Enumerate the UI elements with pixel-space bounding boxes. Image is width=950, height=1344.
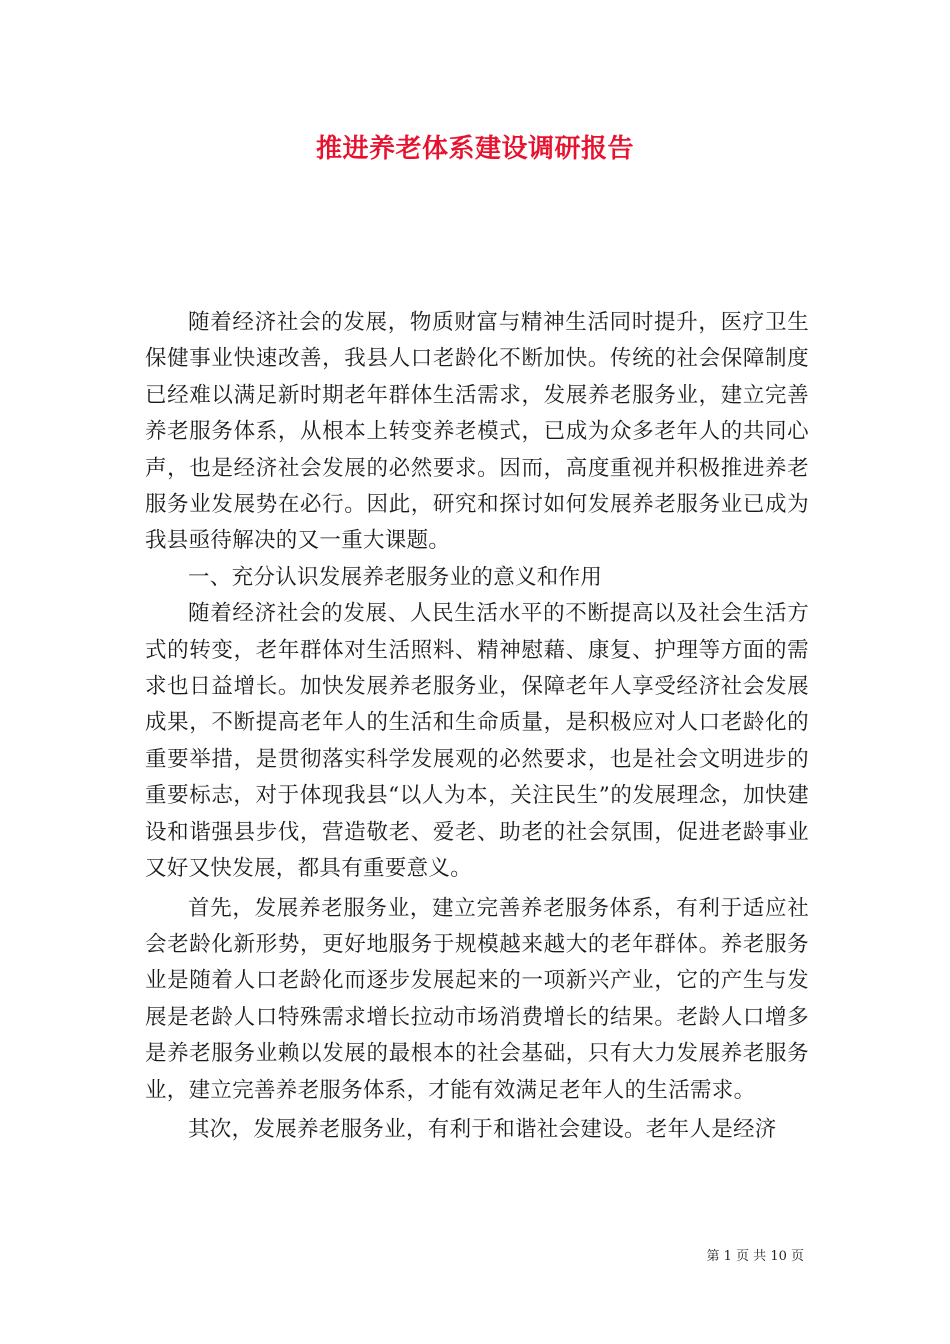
document-body (145, 305, 809, 1148)
paragraph-first-point: 首先，发展养老服务业，建立完善养老服务体系，有利于适应社会老龄化新形势，更好地服务于规模越来越大的老年群体。养老服务业是随着人口老龄化而逐步发展起来的一项新兴产业，它的产生与发展是老龄人口特殊需求增长拉动市场消费增长的结果。老龄人口增多是养老服务业赖以发展的最根本的社会基础，只有大力发展养老服务业，建立完善养老服务体系，才能有效满足老年人的生活需求。 (145, 895, 809, 1103)
paragraph-second-point: 其次，发展养老服务业，有利于和谐社会建设。老年人是经济 (188, 1116, 777, 1142)
paragraph-intro: 随着经济社会的发展，物质财富与精神生活同时提升，医疗卫生保健事业快速改善，我县人口老龄化不断加快。传统的社会保障制度已经难以满足新时期老年群体生活需求，发展养老服务业，建立完善养老服务体系，从根本上转变养老模式，已成为众多老年人的共同心声，也是经济社会发展的必然要求。因而，高度重视并积极推进养老服务业发展势在必行。因此，研究和探讨如何发展养老服务业已成为我县亟待解决的又一重大课题。 (145, 310, 809, 554)
section-heading-1: 一、充分认识发展养老服务业的意义和作用 (188, 564, 603, 590)
paragraph-significance: 随着经济社会的发展、人民生活水平的不断提高以及社会生活方式的转变，老年群体对生活照料、精神慰藉、康复、护理等方面的需求也日益增长。加快发展养老服务业，保障老年人享受经济社会发展成果，不断提高老年人的生活和生命质量，是积极应对人口老龄化的重要举措，是贯彻落实科学发展观的必然要求，也是社会文明进步的重要标志，对于体现我县“以人为本，关注民生”的发展理念，加快建设和谐强县步伐，营造敬老、爱老、助老的社会氛围，促进老龄事业又好又快发展，都具有重要意义。 (145, 601, 809, 882)
page-number-footer: 第 1 页 共 10 页 (706, 1249, 804, 1264)
document-title: 推进养老体系建设调研报告 (315, 134, 634, 164)
